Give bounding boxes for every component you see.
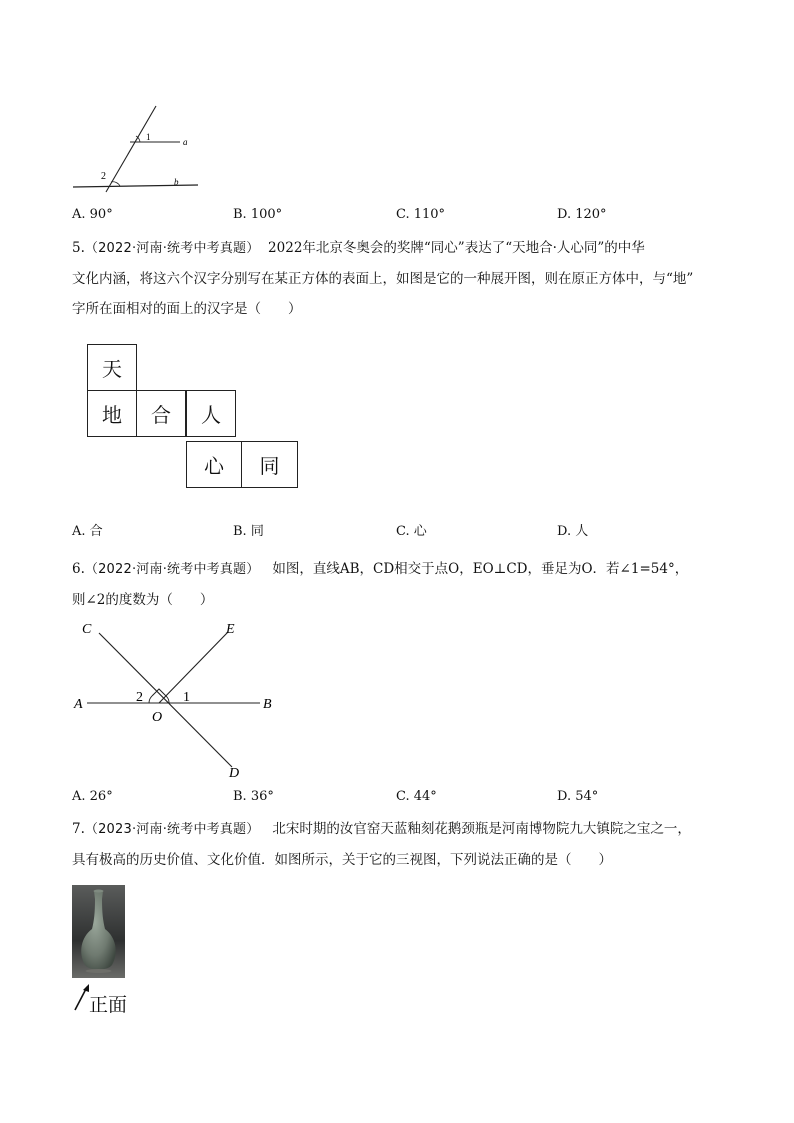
q7-stem xyxy=(72,814,742,875)
q5-line-3: 字所在面相对的面上的汉字是（ ） xyxy=(72,301,302,317)
q5-text-1: 2022年北京冬奥会的奖牌“同心”表达了“天地合·人心同”的中华 xyxy=(268,240,645,256)
front-label: 正面 xyxy=(89,994,128,1016)
q7-number: 7. xyxy=(72,821,85,837)
q5-source: （2022·河南·统考中考真题） xyxy=(84,241,260,256)
q6-number: 6. xyxy=(72,561,85,577)
net-cell-ren: 人 xyxy=(186,390,236,437)
q5-line-2: 文化内涵，将这六个汉字分别写在某正方体的表面上，如图是它的一种展开图，则在原正方体中，与“地” xyxy=(72,271,694,287)
q5-option-a: A. 合 xyxy=(72,524,103,539)
q4-option-b: B. 100° xyxy=(233,207,283,222)
q6-label-C: C xyxy=(82,622,92,637)
q5-option-d: D. 人 xyxy=(557,524,589,539)
q6-line-2: 则∠2的度数为（ ） xyxy=(72,592,214,608)
q6-label-E: E xyxy=(226,622,235,637)
fig1-label-1: 1 xyxy=(146,132,151,142)
fig1-label-b: b xyxy=(174,177,179,187)
q6-source: （2022·河南·统考中考真题） xyxy=(84,562,260,577)
q6-label-1: 1 xyxy=(183,690,190,705)
q7-line-2: 具有极高的历史价值、文化价值．如图所示，关于它的三视图，下列说法正确的是（ ） xyxy=(72,852,612,868)
q5-option-b: B. 同 xyxy=(233,524,264,539)
q6-line-1 xyxy=(72,554,742,585)
q6-label-D: D xyxy=(229,766,240,781)
q6-label-2: 2 xyxy=(136,690,143,705)
q6-stem xyxy=(72,554,742,615)
q6-label-B: B xyxy=(263,697,272,712)
net-cell-he: 合 xyxy=(136,390,186,437)
vase-photo xyxy=(72,885,125,978)
q7-line-1 xyxy=(72,814,742,845)
q5-number: 5. xyxy=(72,240,85,256)
q5-line-1 xyxy=(72,233,742,264)
fig1-label-a: a xyxy=(183,137,188,147)
q7-source: （2023·河南·统考中考真题） xyxy=(84,822,260,837)
q4-option-d: D. 120° xyxy=(557,207,607,222)
q7-text-1: 北宋时期的汝官窑天蓝釉刻花鹅颈瓶是河南博物院九大镇院之宝之一， xyxy=(272,821,691,837)
q6-text-1: 如图，直线AB，CD相交于点O，EO⊥CD，垂足为O．若∠1=54°， xyxy=(272,561,689,577)
q5-stem xyxy=(72,233,742,324)
q4-option-a: A. 90° xyxy=(72,207,113,222)
q5-option-c: C. 心 xyxy=(396,524,427,539)
net-cell-tian: 天 xyxy=(87,344,137,391)
q6-option-c: C. 44° xyxy=(396,789,437,804)
fig1-label-2: 2 xyxy=(101,171,106,182)
net-cell-di: 地 xyxy=(87,390,137,437)
q4-option-c: C. 110° xyxy=(396,207,446,222)
q6-option-a: A. 26° xyxy=(72,789,113,804)
q4-figure xyxy=(70,100,210,195)
q6-label-O: O xyxy=(152,710,163,725)
q6-label-A: A xyxy=(74,697,83,712)
q6-option-d: D. 54° xyxy=(557,789,599,804)
q6-option-b: B. 36° xyxy=(233,789,274,804)
q6-figure xyxy=(72,615,287,785)
net-cell-tong: 同 xyxy=(241,441,298,488)
net-cell-xin: 心 xyxy=(186,441,242,488)
